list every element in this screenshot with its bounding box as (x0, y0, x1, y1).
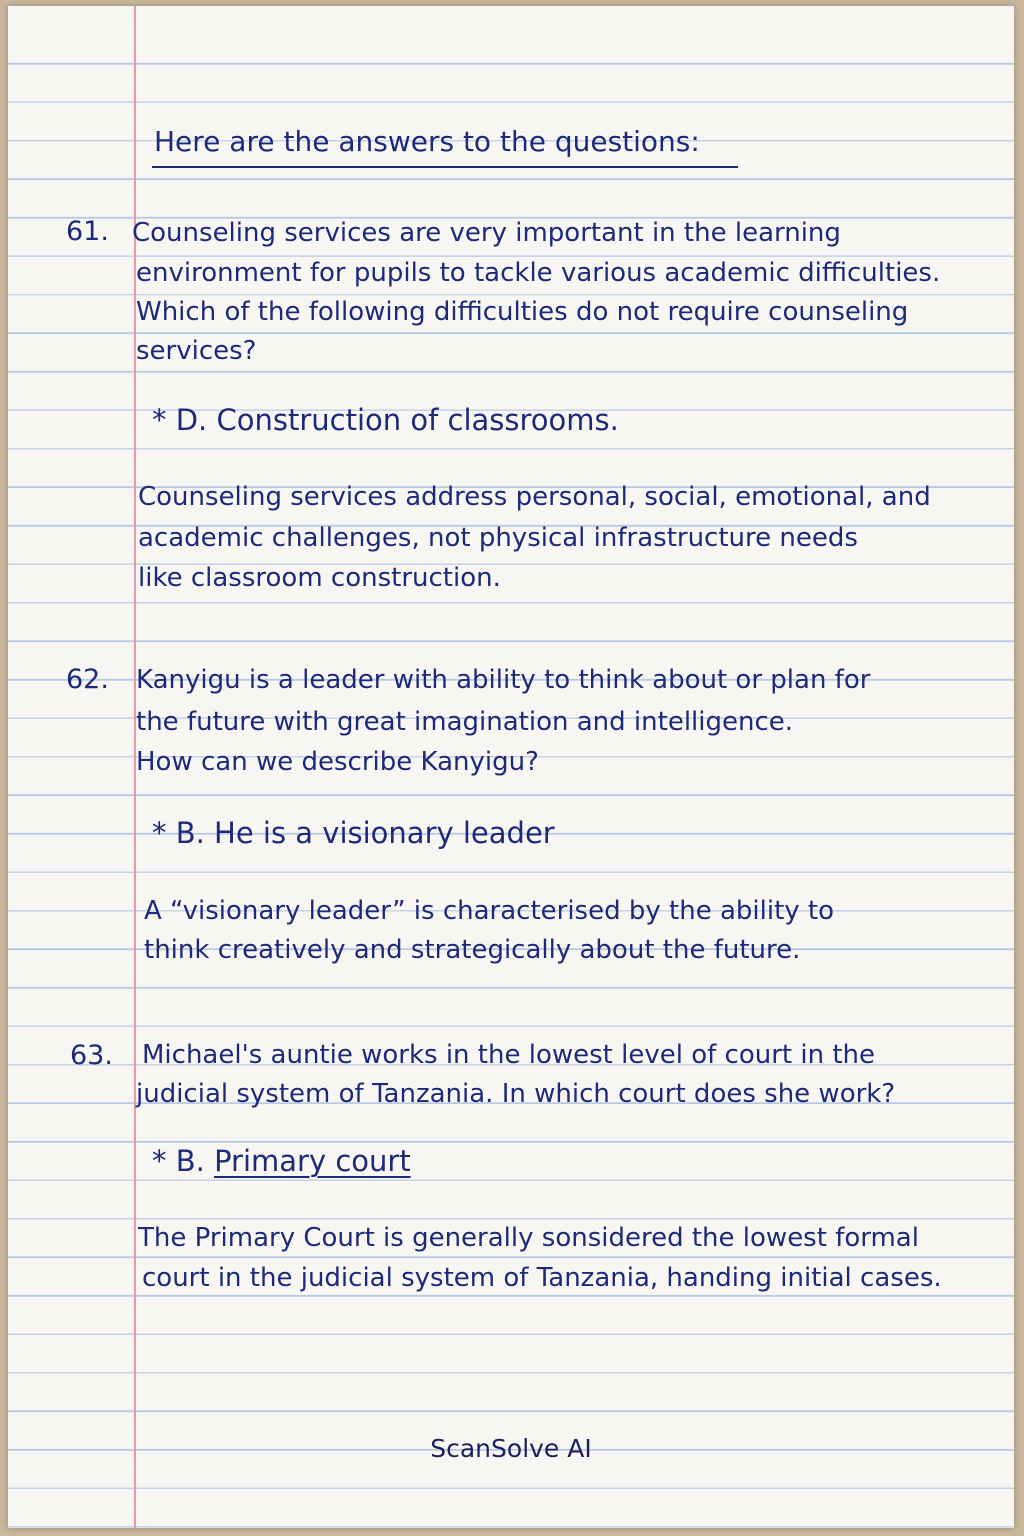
footer-brand: ScanSolve AI (430, 1434, 592, 1463)
answer-63 (152, 1142, 411, 1181)
question-61-line-2: environment for pupils to tackle various academic difficulties. (136, 258, 941, 288)
question-number-61: 61. (66, 216, 109, 247)
answer-63-text: Primary court (214, 1144, 411, 1178)
explanation-63-line-1: The Primary Court is generally sonsidered the lowest formal (138, 1223, 919, 1253)
question-61-line-4: services? (136, 336, 257, 366)
explanation-61-line-2: academic challenges, not physical infrastructure needs (138, 523, 858, 553)
answer-61: * D. Construction of classrooms. (152, 403, 619, 437)
page-title: Here are the answers to the questions: (154, 125, 700, 158)
explanation-62-line-1: A “visionary leader” is characterised by the ability to (144, 896, 835, 926)
explanation-61-line-3: like classroom construction. (138, 563, 501, 593)
title-underline (152, 166, 738, 168)
question-63-line-2: judicial system of Tanzania. In which court does she work? (136, 1079, 896, 1109)
question-number-63: 63. (70, 1040, 113, 1071)
question-61-line-1: Counseling services are very important in the learning (132, 218, 841, 248)
explanation-61-line-1: Counseling services address personal, social, emotional, and (138, 482, 931, 512)
question-62-line-1: Kanyigu is a leader with ability to think about or plan for (136, 665, 871, 695)
notebook-page (8, 6, 1014, 1528)
answer-62: * B. He is a visionary leader (152, 816, 555, 850)
question-61-line-3: Which of the following difficulties do not require counseling (136, 297, 909, 327)
answer-63-prefix: * B. (152, 1144, 205, 1178)
explanation-63-line-2: court in the judicial system of Tanzania, handing initial cases. (142, 1263, 942, 1293)
question-62-line-3: How can we describe Kanyigu? (136, 747, 539, 777)
question-63-line-1: Michael's auntie works in the lowest level of court in the (142, 1040, 876, 1070)
question-62-line-2: the future with great imagination and intelligence. (136, 707, 794, 737)
explanation-62-line-2: think creatively and strategically about the future. (144, 935, 801, 965)
question-number-62: 62. (66, 664, 109, 695)
